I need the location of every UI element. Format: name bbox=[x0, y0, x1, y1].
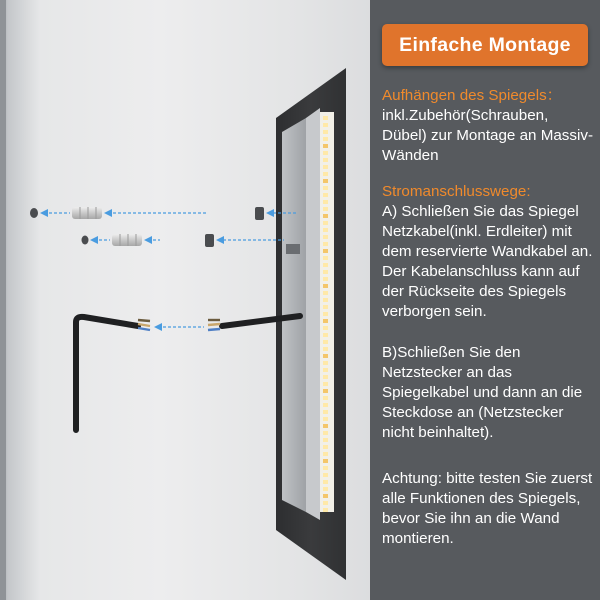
led-chip bbox=[323, 242, 328, 246]
led-chip bbox=[323, 340, 328, 344]
led-chip bbox=[323, 445, 328, 449]
led-chip bbox=[323, 473, 328, 477]
led-chip bbox=[323, 130, 328, 134]
led-chip bbox=[323, 123, 328, 127]
led-chip bbox=[323, 396, 328, 400]
led-chip bbox=[323, 319, 328, 323]
drill-hole bbox=[82, 236, 89, 245]
led-chip bbox=[323, 116, 328, 120]
section-power-heading: Stromanschlusswege: bbox=[382, 183, 531, 200]
note-text: Achtung: bitte testen Sie zuerst alle Funktionen des Spiegels, bevor Sie ihn an die Wand montieren. bbox=[382, 470, 593, 547]
drill-hole bbox=[30, 208, 38, 218]
led-chip bbox=[323, 312, 328, 316]
led-chip bbox=[323, 291, 328, 295]
led-chip bbox=[323, 326, 328, 330]
led-chip bbox=[323, 501, 328, 505]
led-chip bbox=[323, 333, 328, 337]
led-chip bbox=[323, 200, 328, 204]
led-chip bbox=[323, 172, 328, 176]
wall-corner bbox=[0, 0, 6, 600]
led-chip bbox=[323, 494, 328, 498]
page-title: Einfache Montage bbox=[399, 33, 571, 56]
mirror-side bbox=[306, 108, 320, 520]
led-chip bbox=[323, 284, 328, 288]
led-chip bbox=[323, 151, 328, 155]
led-chip bbox=[323, 375, 328, 379]
led-chip bbox=[323, 431, 328, 435]
led-chip bbox=[323, 263, 328, 267]
led-chip bbox=[323, 277, 328, 281]
led-chip bbox=[323, 410, 328, 414]
screw-row-upper bbox=[30, 207, 298, 220]
section-hanging bbox=[382, 86, 596, 166]
led-chips bbox=[323, 116, 328, 512]
led-chip bbox=[323, 417, 328, 421]
led-chip bbox=[323, 144, 328, 148]
wall-plug-icon bbox=[72, 207, 102, 219]
led-chip bbox=[323, 207, 328, 211]
led-chip bbox=[323, 256, 328, 260]
led-chip bbox=[323, 459, 328, 463]
led-chip bbox=[323, 305, 328, 309]
led-chip bbox=[323, 361, 328, 365]
screw-head bbox=[205, 234, 214, 247]
led-chip bbox=[323, 214, 328, 218]
led-chip bbox=[323, 179, 328, 183]
led-chip bbox=[323, 158, 328, 162]
section-power-option-a: A) Schließen Sie das Spiegel Netzkabel(inkl. Erdleiter) mit dem reservierte Wandkabel an. Der Kabelanschluss kann auf der Rückseite des Spiegels verborgen sein. bbox=[382, 203, 593, 320]
led-chip bbox=[323, 221, 328, 225]
led-chip bbox=[323, 382, 328, 386]
cable-icon bbox=[76, 316, 300, 430]
led-chip bbox=[323, 235, 328, 239]
led-chip bbox=[323, 452, 328, 456]
led-chip bbox=[323, 368, 328, 372]
led-chip bbox=[323, 354, 328, 358]
led-chip bbox=[323, 389, 328, 393]
section-power-b bbox=[382, 343, 596, 443]
screw-row-lower bbox=[82, 234, 285, 247]
led-chip bbox=[323, 438, 328, 442]
led-chip bbox=[323, 347, 328, 351]
section-hanging-text: inkl.Zubehör(Schrauben, Dübel) zur Montage an Massiv-Wänden bbox=[382, 107, 594, 164]
section-hanging-heading: Aufhängen des Spiegels： bbox=[382, 87, 562, 104]
led-chip bbox=[323, 137, 328, 141]
led-chip bbox=[323, 228, 328, 232]
section-power bbox=[382, 182, 596, 322]
led-chip bbox=[323, 424, 328, 428]
led-chip bbox=[323, 403, 328, 407]
led-chip bbox=[323, 186, 328, 190]
section-power-option-b: B)Schließen Sie den Netzstecker an das Spiegelkabel und dann an die Steckdose an (Netzstecker nicht beinhaltet). bbox=[382, 344, 583, 441]
title-badge bbox=[382, 24, 588, 66]
mounting-bracket bbox=[286, 244, 300, 254]
led-chip bbox=[323, 193, 328, 197]
screw-head bbox=[255, 207, 264, 220]
led-chip bbox=[323, 487, 328, 491]
led-chip bbox=[323, 249, 328, 253]
wall-plug-icon bbox=[112, 234, 142, 246]
led-chip bbox=[323, 270, 328, 274]
section-note bbox=[382, 469, 596, 549]
led-chip bbox=[323, 165, 328, 169]
led-chip bbox=[323, 466, 328, 470]
led-chip bbox=[323, 508, 328, 512]
led-chip bbox=[323, 298, 328, 302]
led-chip bbox=[323, 480, 328, 484]
